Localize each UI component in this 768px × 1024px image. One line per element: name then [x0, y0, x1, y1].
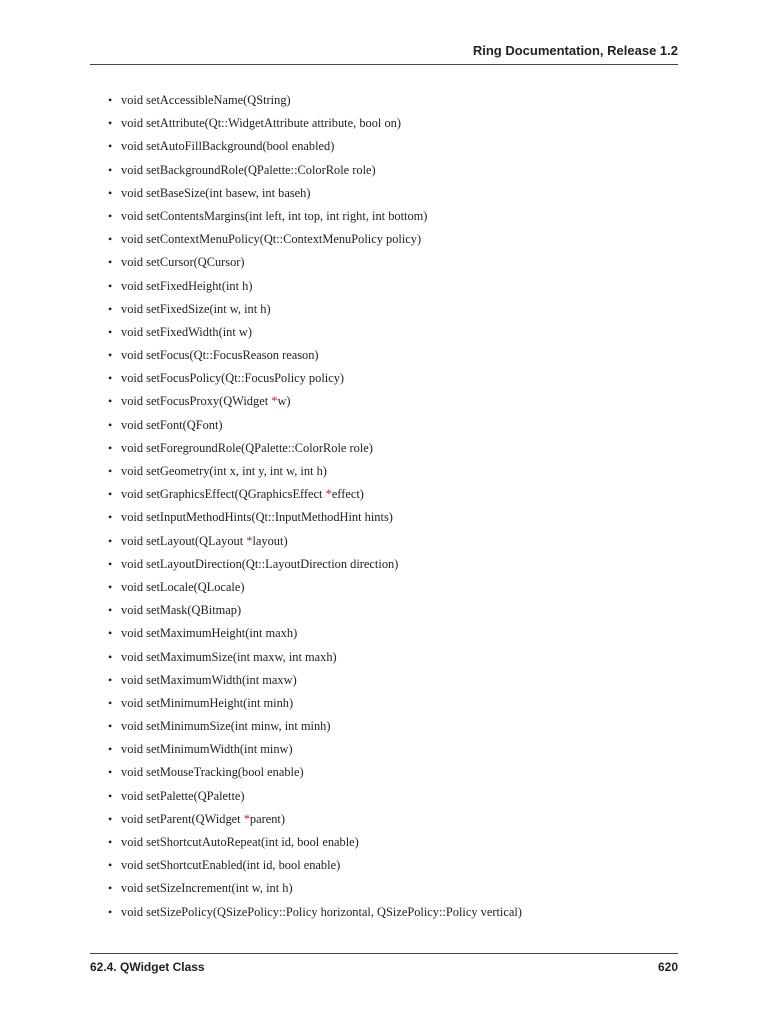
bullet-icon: • — [108, 672, 113, 687]
list-item — [108, 694, 688, 717]
method-signature: void setAttribute(Qt::WidgetAttribute attribute, bool on) — [121, 116, 401, 131]
method-signature-end: parent) — [249, 811, 285, 826]
method-signature-start: void setFocusProxy(QWidget — [121, 394, 272, 409]
list-item — [108, 740, 688, 763]
bullet-icon: • — [108, 116, 113, 131]
bullet-icon: • — [108, 904, 113, 919]
bullet-icon: • — [108, 440, 113, 455]
method-list — [108, 91, 688, 926]
method-signature-end: w) — [277, 394, 291, 409]
method-signature: void setCursor(QCursor) — [121, 255, 245, 270]
list-item — [108, 624, 688, 647]
list-item — [108, 369, 688, 392]
method-signature: void setContentsMargins(int left, int top, int right, int bottom) — [121, 208, 428, 223]
list-item — [108, 903, 688, 926]
method-signature-start: void setParent(QWidget — [121, 811, 244, 826]
list-item — [108, 230, 688, 253]
bullet-icon: • — [108, 255, 113, 270]
bullet-icon: • — [108, 556, 113, 571]
list-item — [108, 508, 688, 531]
method-signature: void setFixedHeight(int h) — [121, 278, 253, 293]
method-signature: void setFixedSize(int w, int h) — [121, 301, 271, 316]
method-signature: void setGeometry(int x, int y, int w, int h) — [121, 464, 327, 478]
method-signature: void setForegroundRole(QPalette::ColorRole role) — [121, 440, 373, 455]
method-signature: void setMouseTracking(bool enable) — [121, 765, 304, 780]
list-item — [108, 91, 688, 114]
list-item — [108, 416, 688, 439]
bullet-icon: • — [108, 719, 113, 734]
bullet-icon: • — [108, 278, 113, 293]
list-item — [108, 578, 688, 601]
bullet-icon: • — [108, 464, 113, 478]
method-signature: void setBackgroundRole(QPalette::ColorRole role) — [121, 162, 376, 177]
list-item — [108, 462, 688, 485]
bullet-icon: • — [108, 603, 113, 618]
bullet-icon: • — [108, 788, 113, 803]
page-header — [90, 42, 678, 65]
bullet-icon: • — [108, 162, 113, 177]
bullet-icon: • — [108, 371, 113, 386]
bullet-icon: • — [108, 139, 113, 154]
method-signature: void setSizePolicy(QSizePolicy::Policy horizontal, QSizePolicy::Policy vertical) — [121, 904, 522, 919]
bullet-icon: • — [108, 579, 113, 594]
bullet-icon: • — [108, 858, 113, 873]
bullet-icon: • — [108, 742, 113, 757]
method-signature: void setInputMethodHints(Qt::InputMethodHint hints) — [121, 510, 393, 525]
list-item — [108, 856, 688, 879]
method-signature: void setAccessibleName(QString) — [121, 93, 291, 107]
method-signature: void setMaximumSize(int maxw, int maxh) — [121, 649, 337, 664]
bullet-icon: • — [108, 835, 113, 849]
method-signature: void setFocus(Qt::FocusReason reason) — [121, 348, 319, 363]
page-content — [108, 91, 688, 926]
document-title: Ring Documentation, Release 1.2 — [472, 43, 678, 58]
list-item — [108, 671, 688, 694]
bullet-icon: • — [108, 649, 113, 664]
method-signature-start: void setGraphicsEffect(QGraphicsEffect — [121, 487, 326, 502]
method-signature: void setMinimumHeight(int minh) — [121, 695, 294, 710]
method-signature: void setMinimumWidth(int minw) — [121, 742, 293, 757]
method-signature: void setBaseSize(int basew, int baseh) — [121, 185, 311, 200]
bullet-icon: • — [108, 510, 113, 525]
list-item — [108, 879, 688, 902]
pointer-asterisk: * — [271, 394, 278, 409]
bullet-icon: • — [108, 185, 113, 200]
bullet-icon: • — [108, 232, 113, 247]
bullet-icon: • — [108, 695, 113, 710]
method-signature: void setShortcutAutoRepeat(int id, bool enable) — [121, 835, 359, 849]
bullet-icon: • — [108, 811, 113, 826]
section-title: 62.4. QWidget Class — [90, 960, 205, 974]
bullet-icon: • — [108, 348, 113, 363]
list-item — [108, 392, 688, 415]
pointer-asterisk: * — [243, 811, 250, 826]
method-signature: void setSizeIncrement(int w, int h) — [121, 881, 293, 896]
list-item — [108, 161, 688, 184]
list-item — [108, 833, 688, 856]
list-item — [108, 184, 688, 207]
bullet-icon: • — [108, 417, 113, 432]
bullet-icon: • — [108, 394, 113, 409]
method-signature-start: void setLayout(QLayout — [121, 533, 247, 548]
bullet-icon: • — [108, 208, 113, 223]
method-signature: void setShortcutEnabled(int id, bool enable) — [121, 858, 341, 873]
method-signature: void setLayoutDirection(Qt::LayoutDirection direction) — [121, 556, 399, 571]
list-item — [108, 485, 688, 508]
list-item — [108, 648, 688, 671]
method-signature: void setMask(QBitmap) — [121, 603, 242, 618]
method-signature: void setLocale(QLocale) — [121, 579, 245, 594]
list-item — [108, 555, 688, 578]
pointer-asterisk: * — [325, 487, 332, 502]
list-item — [108, 717, 688, 740]
list-item — [108, 810, 688, 833]
list-item — [108, 601, 688, 624]
pointer-asterisk: * — [246, 533, 253, 548]
list-item — [108, 323, 688, 346]
list-item — [108, 253, 688, 276]
page-number: 620 — [657, 960, 678, 974]
bullet-icon: • — [108, 324, 113, 339]
list-item — [108, 137, 688, 160]
method-signature: void setFocusPolicy(Qt::FocusPolicy policy) — [121, 371, 345, 386]
method-signature: void setMaximumHeight(int maxh) — [121, 626, 298, 641]
list-item — [108, 114, 688, 137]
method-signature: void setMaximumWidth(int maxw) — [121, 672, 297, 687]
bullet-icon: • — [108, 93, 113, 107]
page-footer — [90, 953, 678, 976]
list-item — [108, 207, 688, 230]
method-signature: void setMinimumSize(int minw, int minh) — [121, 719, 331, 734]
bullet-icon: • — [108, 487, 113, 502]
method-signature: void setAutoFillBackground(bool enabled) — [121, 139, 335, 154]
method-signature: void setFixedWidth(int w) — [121, 324, 252, 339]
method-signature: void setPalette(QPalette) — [121, 788, 245, 803]
list-item — [108, 787, 688, 810]
list-item — [108, 300, 688, 323]
method-signature: void setContextMenuPolicy(Qt::ContextMenuPolicy policy) — [121, 232, 422, 247]
bullet-icon: • — [108, 626, 113, 641]
bullet-icon: • — [108, 301, 113, 316]
method-signature-end: effect) — [331, 487, 364, 502]
method-signature-end: layout) — [252, 533, 288, 548]
list-item — [108, 346, 688, 369]
bullet-icon: • — [108, 533, 113, 548]
list-item — [108, 277, 688, 300]
list-item — [108, 763, 688, 786]
bullet-icon: • — [108, 765, 113, 780]
list-item — [108, 532, 688, 555]
method-signature: void setFont(QFont) — [121, 417, 223, 432]
bullet-icon: • — [108, 881, 113, 896]
list-item — [108, 439, 688, 462]
